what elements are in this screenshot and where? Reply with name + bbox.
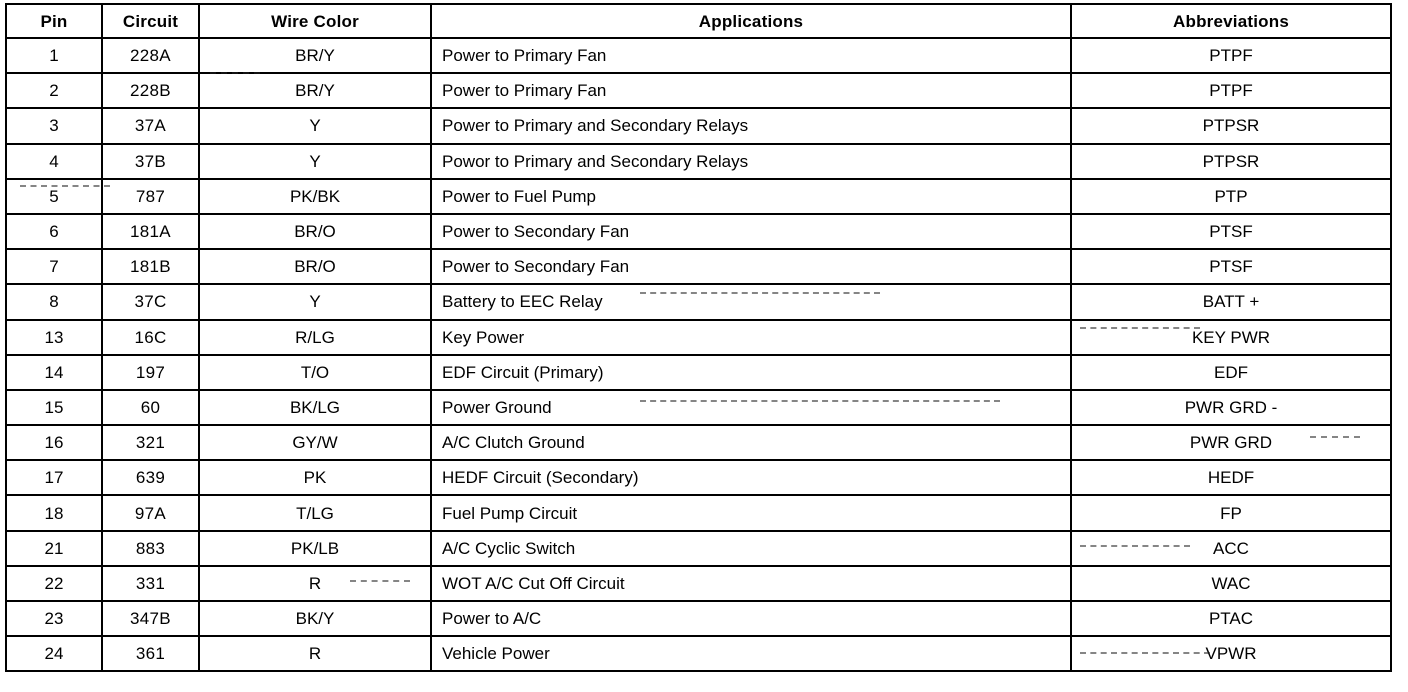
cell-circuit: 228A: [102, 38, 199, 73]
cell-wire-color: BK/Y: [199, 601, 431, 636]
table-row: [6, 566, 1391, 601]
cell-abbreviation: PTPSR: [1071, 108, 1391, 143]
cell-circuit: 181B: [102, 249, 199, 284]
scan-artifact: [350, 580, 410, 582]
cell-application: Power to Primary Fan: [431, 38, 1071, 73]
cell-application: Fuel Pump Circuit: [431, 495, 1071, 530]
cell-wire-color: Y: [199, 144, 431, 179]
cell-circuit: 37C: [102, 284, 199, 319]
pinout-table: [5, 3, 1392, 672]
cell-wire-color: Y: [199, 108, 431, 143]
table-row: [6, 531, 1391, 566]
cell-application: EDF Circuit (Primary): [431, 355, 1071, 390]
cell-circuit: 16C: [102, 320, 199, 355]
header-applications: Applications: [431, 4, 1071, 38]
cell-wire-color: T/LG: [199, 495, 431, 530]
scan-artifact: [1080, 327, 1200, 329]
table-row: [6, 108, 1391, 143]
cell-wire-color: PK/LB: [199, 531, 431, 566]
cell-abbreviation: BATT +: [1071, 284, 1391, 319]
cell-pin: 5: [6, 179, 102, 214]
cell-abbreviation: PTP: [1071, 179, 1391, 214]
cell-application: Battery to EEC Relay: [431, 284, 1071, 319]
cell-abbreviation: PTPF: [1071, 73, 1391, 108]
cell-abbreviation: PTPF: [1071, 38, 1391, 73]
cell-wire-color: R: [199, 636, 431, 671]
table-row: [6, 495, 1391, 530]
cell-wire-color: BR/O: [199, 214, 431, 249]
cell-circuit: 97A: [102, 495, 199, 530]
cell-abbreviation: WAC: [1071, 566, 1391, 601]
cell-pin: 16: [6, 425, 102, 460]
cell-abbreviation: FP: [1071, 495, 1391, 530]
table-row: [6, 601, 1391, 636]
cell-wire-color: BR/Y: [199, 73, 431, 108]
cell-application: Key Power: [431, 320, 1071, 355]
cell-application: A/C Cyclic Switch: [431, 531, 1071, 566]
cell-pin: 15: [6, 390, 102, 425]
pinout-body: [6, 38, 1391, 671]
cell-circuit: 197: [102, 355, 199, 390]
cell-application: Power to Primary and Secondary Relays: [431, 108, 1071, 143]
cell-wire-color: Y: [199, 284, 431, 319]
cell-application: Power Ground: [431, 390, 1071, 425]
header-circuit: Circuit: [102, 4, 199, 38]
table-row: [6, 390, 1391, 425]
cell-pin: 22: [6, 566, 102, 601]
cell-abbreviation: PTPSR: [1071, 144, 1391, 179]
cell-pin: 8: [6, 284, 102, 319]
table-row: [6, 38, 1391, 73]
scan-artifact: [1310, 436, 1360, 438]
cell-wire-color: R/LG: [199, 320, 431, 355]
header-row: [6, 4, 1391, 38]
scan-artifact: [1080, 545, 1190, 547]
cell-pin: 1: [6, 38, 102, 73]
table-row: [6, 73, 1391, 108]
scan-artifact: [1080, 652, 1210, 654]
cell-abbreviation: HEDF: [1071, 460, 1391, 495]
cell-wire-color: GY/W: [199, 425, 431, 460]
cell-circuit: 37A: [102, 108, 199, 143]
table-row: [6, 460, 1391, 495]
cell-circuit: 181A: [102, 214, 199, 249]
cell-pin: 14: [6, 355, 102, 390]
table-row: [6, 214, 1391, 249]
cell-circuit: 787: [102, 179, 199, 214]
cell-pin: 6: [6, 214, 102, 249]
cell-circuit: 37B: [102, 144, 199, 179]
cell-abbreviation: PWR GRD -: [1071, 390, 1391, 425]
cell-application: HEDF Circuit (Secondary): [431, 460, 1071, 495]
cell-circuit: 883: [102, 531, 199, 566]
cell-abbreviation: PTAC: [1071, 601, 1391, 636]
cell-pin: 3: [6, 108, 102, 143]
cell-wire-color: BK/LG: [199, 390, 431, 425]
cell-pin: 2: [6, 73, 102, 108]
cell-pin: 4: [6, 144, 102, 179]
table-row: [6, 425, 1391, 460]
cell-application: Power to Secondary Fan: [431, 214, 1071, 249]
cell-pin: 7: [6, 249, 102, 284]
cell-abbreviation: ACC: [1071, 531, 1391, 566]
cell-application: Powor to Primary and Secondary Relays: [431, 144, 1071, 179]
cell-wire-color: T/O: [199, 355, 431, 390]
cell-circuit: 228B: [102, 73, 199, 108]
table-row: [6, 355, 1391, 390]
scan-artifact: [20, 185, 110, 187]
cell-circuit: 347B: [102, 601, 199, 636]
table-row: [6, 320, 1391, 355]
cell-pin: 21: [6, 531, 102, 566]
cell-wire-color: PK: [199, 460, 431, 495]
scan-artifact: [210, 72, 260, 74]
cell-wire-color: R: [199, 566, 431, 601]
table-row: [6, 284, 1391, 319]
scan-artifact: [640, 292, 880, 294]
cell-circuit: 60: [102, 390, 199, 425]
cell-pin: 24: [6, 636, 102, 671]
cell-abbreviation: PTSF: [1071, 214, 1391, 249]
table-row: [6, 144, 1391, 179]
cell-application: Vehicle Power: [431, 636, 1071, 671]
header-abbreviations: Abbreviations: [1071, 4, 1391, 38]
cell-abbreviation: PWR GRD: [1071, 425, 1391, 460]
header-pin: Pin: [6, 4, 102, 38]
cell-wire-color: BR/Y: [199, 38, 431, 73]
cell-abbreviation: KEY PWR: [1071, 320, 1391, 355]
cell-pin: 17: [6, 460, 102, 495]
cell-pin: 23: [6, 601, 102, 636]
cell-pin: 13: [6, 320, 102, 355]
cell-circuit: 639: [102, 460, 199, 495]
cell-abbreviation: PTSF: [1071, 249, 1391, 284]
cell-circuit: 331: [102, 566, 199, 601]
scan-artifact: [640, 400, 1000, 402]
table-row: [6, 249, 1391, 284]
cell-pin: 18: [6, 495, 102, 530]
cell-application: Power to Secondary Fan: [431, 249, 1071, 284]
header-wire-color: Wire Color: [199, 4, 431, 38]
cell-abbreviation: VPWR: [1071, 636, 1391, 671]
cell-application: Power to Primary Fan: [431, 73, 1071, 108]
cell-abbreviation: EDF: [1071, 355, 1391, 390]
table-row: [6, 179, 1391, 214]
cell-application: A/C Clutch Ground: [431, 425, 1071, 460]
cell-application: WOT A/C Cut Off Circuit: [431, 566, 1071, 601]
cell-wire-color: BR/O: [199, 249, 431, 284]
cell-circuit: 361: [102, 636, 199, 671]
cell-wire-color: PK/BK: [199, 179, 431, 214]
cell-application: Power to A/C: [431, 601, 1071, 636]
cell-application: Power to Fuel Pump: [431, 179, 1071, 214]
cell-circuit: 321: [102, 425, 199, 460]
